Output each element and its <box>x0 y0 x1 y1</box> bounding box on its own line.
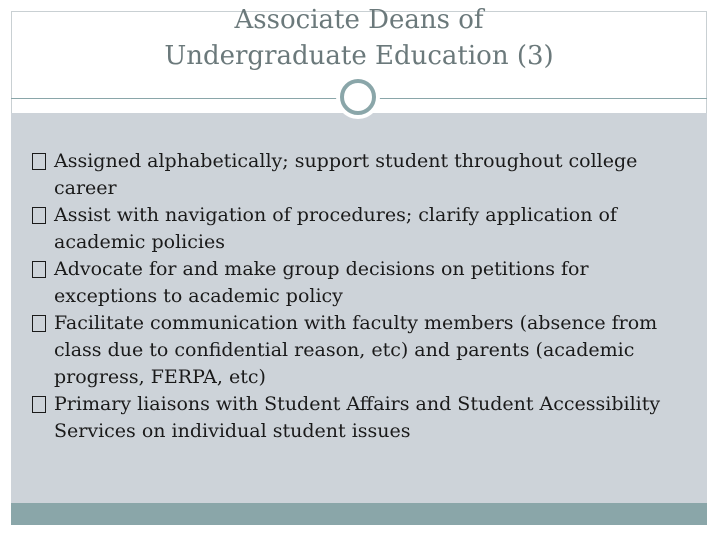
square-bullet-icon <box>32 207 46 224</box>
bullet-text: Advocate for and make group decisions on petitions for exceptions to academic policy <box>54 258 589 307</box>
bullet-text: Facilitate communication with faculty members (absence from class due to confidential reason, etc) and parents (academic progress, FERPA, etc) <box>54 312 658 388</box>
slide-title <box>11 2 707 74</box>
list-item <box>32 148 692 202</box>
square-bullet-icon <box>32 315 46 332</box>
list-item <box>32 310 692 391</box>
bullet-text: Assigned alphabetically; support student throughout college career <box>54 150 638 199</box>
circle-ornament-icon <box>340 79 376 115</box>
square-bullet-icon <box>32 396 46 413</box>
bullet-list <box>32 148 692 445</box>
list-item <box>32 391 692 445</box>
list-item <box>32 256 692 310</box>
square-bullet-icon <box>32 261 46 278</box>
list-item <box>32 202 692 256</box>
title-line-2: Undergraduate Education (3) <box>164 41 554 71</box>
footer-band <box>11 503 707 525</box>
bullet-text: Assist with navigation of procedures; clarify application of academic policies <box>54 204 617 253</box>
bullet-text: Primary liaisons with Student Affairs and Student Accessibility Services on individual student issues <box>54 393 661 442</box>
square-bullet-icon <box>32 153 46 170</box>
title-line-1: Associate Deans of <box>234 5 484 35</box>
